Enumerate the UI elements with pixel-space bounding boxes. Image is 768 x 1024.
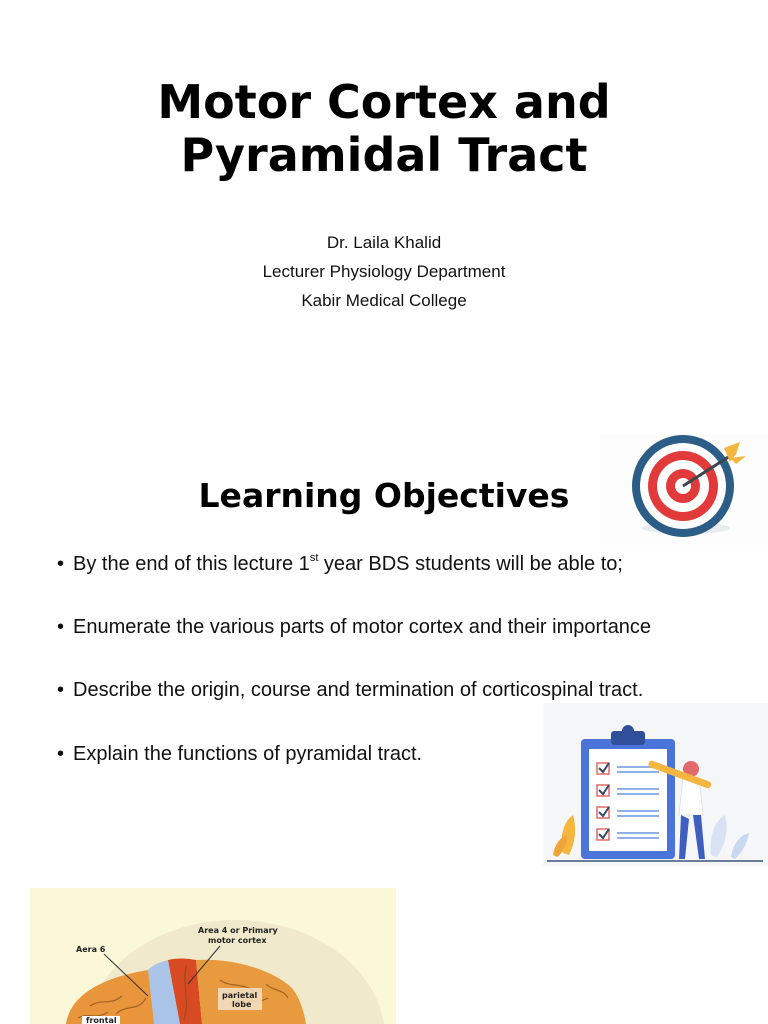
bullet-marker: • xyxy=(57,616,65,638)
clipboard-checklist-icon xyxy=(543,703,768,866)
label-parietal-line1: parietal xyxy=(222,991,258,1000)
objective-item: • Enumerate the various parts of motor cortex and their importance xyxy=(57,616,652,638)
presenter-info xyxy=(0,228,768,315)
label-area-4-line2: motor cortex xyxy=(208,936,267,945)
title-line-2: Pyramidal Tract xyxy=(180,128,588,182)
motor-cortex-slide xyxy=(0,880,768,1024)
author-name: Dr. Laila Khalid xyxy=(326,233,442,252)
title-line-1: Motor Cortex and xyxy=(157,75,611,129)
author-position: Lecturer Physiology Department xyxy=(262,262,506,281)
bullet-marker: • xyxy=(57,553,65,575)
objective-intro: • By the end of this lecture 1st year BDS students will be able to; xyxy=(57,552,623,575)
objectives-slide xyxy=(0,420,768,880)
slide-title xyxy=(0,76,768,182)
objectives-title: Learning Objectives xyxy=(198,476,570,515)
bullet-marker: • xyxy=(57,743,65,765)
bullet-marker: • xyxy=(57,679,65,701)
institution-name: Kabir Medical College xyxy=(301,291,467,310)
label-area-4-line1: Area 4 or Primary xyxy=(198,926,278,935)
label-area-6: Aera 6 xyxy=(76,945,106,954)
objective-item: • Describe the origin, course and termination of corticospinal tract. xyxy=(57,679,644,701)
objective-item: • Explain the functions of pyramidal tract. xyxy=(57,743,423,765)
brain-lateral-view-icon xyxy=(30,888,396,1024)
brain-diagram xyxy=(30,888,396,1024)
label-frontal: frontal xyxy=(86,1016,117,1024)
checklist-illustration xyxy=(543,703,768,866)
label-parietal-line2: lobe xyxy=(232,1000,252,1009)
title-slide xyxy=(0,0,768,420)
